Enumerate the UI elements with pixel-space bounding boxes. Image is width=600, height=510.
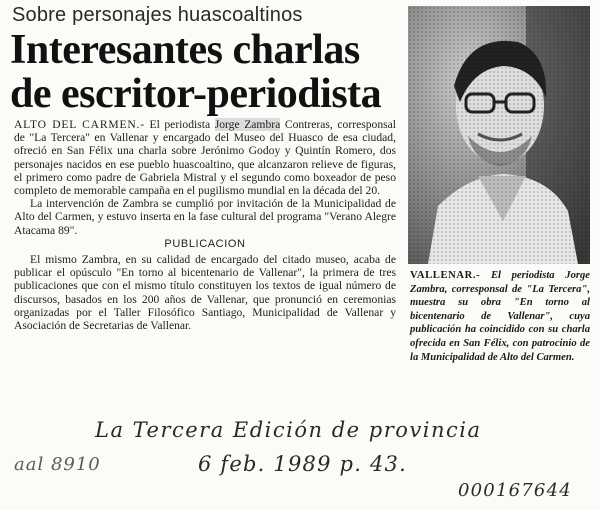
section-subhead: PUBLICACION [164,237,246,250]
highlighted-name: Jorge Zambra [214,118,281,131]
headline [10,28,400,116]
article-body [14,118,396,332]
headline-line-1: Interesantes charlas [10,27,360,73]
dateline: ALTO DEL CARMEN.- [14,118,145,131]
handwritten-source: La Tercera Edición de provincia [95,418,482,442]
paragraph-1-intro: El periodista [149,118,211,131]
paragraph-1 [14,118,396,197]
caption-dateline: VALLENAR.- [410,270,481,281]
paragraph-2: La intervención de Zambra se cumplió por invitación de la Municipalidad de Alto del Carmen, y estuvo inserta en la fase cultural del programa "Verano Alegre Atacama 89". [14,197,396,237]
handwritten-code: aal 8910 [14,454,101,475]
portrait-photo-art [408,6,590,264]
portrait-photo [408,6,590,264]
photo-caption [410,269,590,364]
caption-text: El periodista Jorge Zambra, corresponsal de "La Tercera", muestra su obra "En torno al bicentenario de Vallenar", cuya publicación ha coincidido con su charla ofrecida en San Félix, con patrocinio de la Municipalidad de Alto del Carmen. [410,270,590,363]
handwritten-record-id: 000167644 [458,480,572,501]
kicker: Sobre personajes huascoaltinos [12,4,303,26]
paragraph-1-text: Contreras, corresponsal de "La Tercera" en Vallenar y encargado del Museo del Huasco de esa ciudad, ofreció en San Félix una charla sobre Jerónimo Godoy y Quintín Romero, dos personajes nacidos en ese pueblo huascoaltino, que alcanzaron relieve de figuras, el primero como padre de Gabriela Mistral y el segundo como boxeador de peso completo de memorable campaña en el pugilismo mundial en la década del 20. [14,118,396,198]
headline-line-2: de escritor-periodista [10,71,382,117]
handwritten-date: 6 feb. 1989 p. 43. [198,452,407,476]
paragraph-3: El mismo Zambra, en su calidad de encargado del citado museo, acaba de publicar el opúsculo "En torno al bicentenario de Vallenar", la primera de tres publicaciones que con el mismo título constituyen los textos de igual número de discursos, basados en los 200 años de Vallenar, que pronunció en ceremonias organizadas por el Taller Filosófico Santiago, Municipalidad de Vallenar y Asociación de Secretarias de Vallenar. [14,253,396,333]
